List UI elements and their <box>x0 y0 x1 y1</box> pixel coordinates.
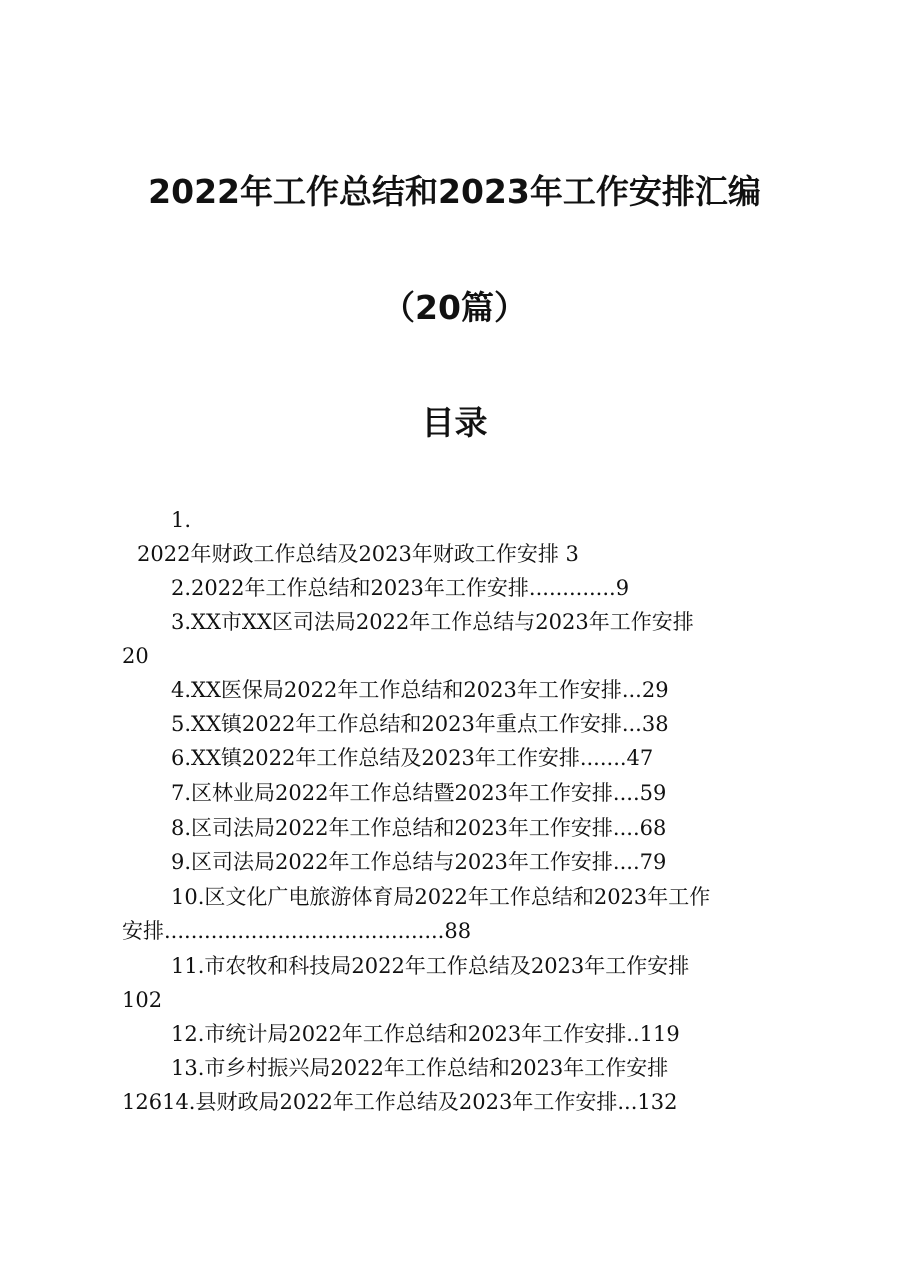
toc-heading: 目录 <box>421 403 488 442</box>
toc-line[interactable]: 5.XX镇2022年工作总结和2023年重点工作安排...38 <box>171 712 669 736</box>
toc-line[interactable]: 2022年财政工作总结及2023年财政工作安排 3 <box>137 542 579 566</box>
document-subtitle: （20篇） <box>382 288 527 327</box>
toc-line[interactable]: 102 <box>122 988 163 1012</box>
toc-line[interactable]: 安排..........................................88 <box>122 919 472 943</box>
toc-line[interactable]: 4.XX医保局2022年工作总结和2023年工作安排...29 <box>171 678 669 702</box>
toc-line[interactable]: 10.区文化广电旅游体育局2022年工作总结和2023年工作 <box>171 885 711 909</box>
toc-line[interactable]: 9.区司法局2022年工作总结与2023年工作安排....79 <box>171 850 667 874</box>
toc-line[interactable]: 1. <box>171 508 192 532</box>
toc-line[interactable]: 2.2022年工作总结和2023年工作安排.............9 <box>171 576 630 600</box>
toc-line[interactable]: 8.区司法局2022年工作总结和2023年工作安排....68 <box>171 816 667 840</box>
toc-line[interactable]: 12614.县财政局2022年工作总结及2023年工作安排...132 <box>122 1090 678 1114</box>
toc-line[interactable]: 13.市乡村振兴局2022年工作总结和2023年工作安排 <box>171 1056 669 1080</box>
toc-line[interactable]: 7.区林业局2022年工作总结暨2023年工作安排....59 <box>171 781 667 805</box>
document-title: 2022年工作总结和2023年工作安排汇编 <box>148 172 761 211</box>
toc-line[interactable]: 3.XX市XX区司法局2022年工作总结与2023年工作安排 <box>171 610 694 634</box>
toc-line[interactable]: 6.XX镇2022年工作总结及2023年工作安排.......47 <box>171 746 654 770</box>
toc-line[interactable]: 11.市农牧和科技局2022年工作总结及2023年工作安排 <box>171 954 690 978</box>
toc-line[interactable]: 20 <box>122 644 149 668</box>
toc-line[interactable]: 12.市统计局2022年工作总结和2023年工作安排..119 <box>171 1022 680 1046</box>
